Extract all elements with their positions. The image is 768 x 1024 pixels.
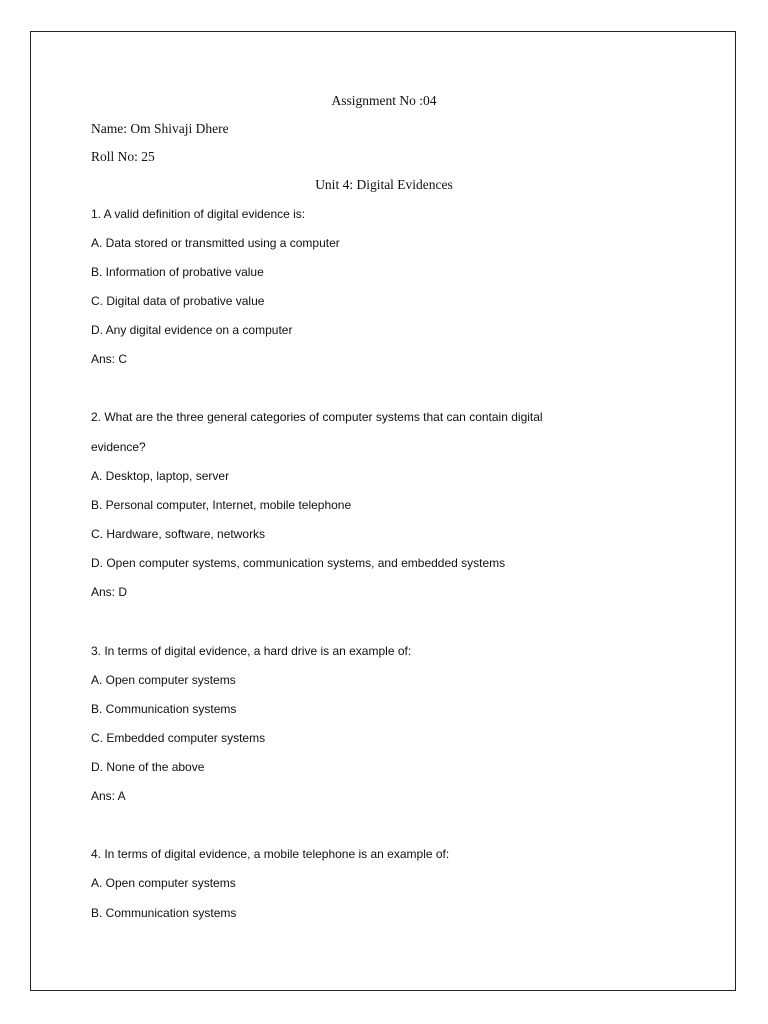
assignment-title: Assignment No :04 (331, 93, 437, 108)
q1-option-a: A. Data stored or transmitted using a computer (91, 236, 340, 250)
question-2-line-1: 2. What are the three general categories of computer systems that can contain digital (91, 410, 543, 424)
q2-answer: Ans: D (91, 585, 128, 599)
q3-option-a: A. Open computer systems (91, 673, 236, 687)
question-3: 3. In terms of digital evidence, a hard drive is an example of: (91, 644, 412, 658)
q2-option-b: B. Personal computer, Internet, mobile telephone (91, 498, 352, 512)
q3-option-b: B. Communication systems (91, 702, 237, 716)
question-2-line-2: evidence? (91, 440, 146, 454)
q4-option-a: A. Open computer systems (91, 876, 236, 890)
q1-option-d: D. Any digital evidence on a computer (91, 323, 293, 337)
q2-option-d: D. Open computer systems, communication systems, and embedded systems (91, 556, 506, 570)
q3-option-d: D. None of the above (91, 760, 205, 774)
document-page (30, 31, 736, 991)
q1-option-b: B. Information of probative value (91, 265, 264, 279)
student-name: Name: Om Shivaji Dhere (91, 121, 229, 136)
q1-option-c: C. Digital data of probative value (91, 294, 265, 308)
q1-answer: Ans: C (91, 352, 128, 366)
unit-heading: Unit 4: Digital Evidences (315, 177, 453, 192)
q4-option-b: B. Communication systems (91, 906, 237, 920)
roll-number: Roll No: 25 (91, 149, 155, 164)
q2-option-a: A. Desktop, laptop, server (91, 469, 230, 483)
q3-option-c: C. Embedded computer systems (91, 731, 266, 745)
question-4: 4. In terms of digital evidence, a mobile telephone is an example of: (91, 847, 450, 861)
q3-answer: Ans: A (91, 789, 126, 803)
q2-option-c: C. Hardware, software, networks (91, 527, 266, 541)
question-1: 1. A valid definition of digital evidence is: (91, 207, 306, 221)
